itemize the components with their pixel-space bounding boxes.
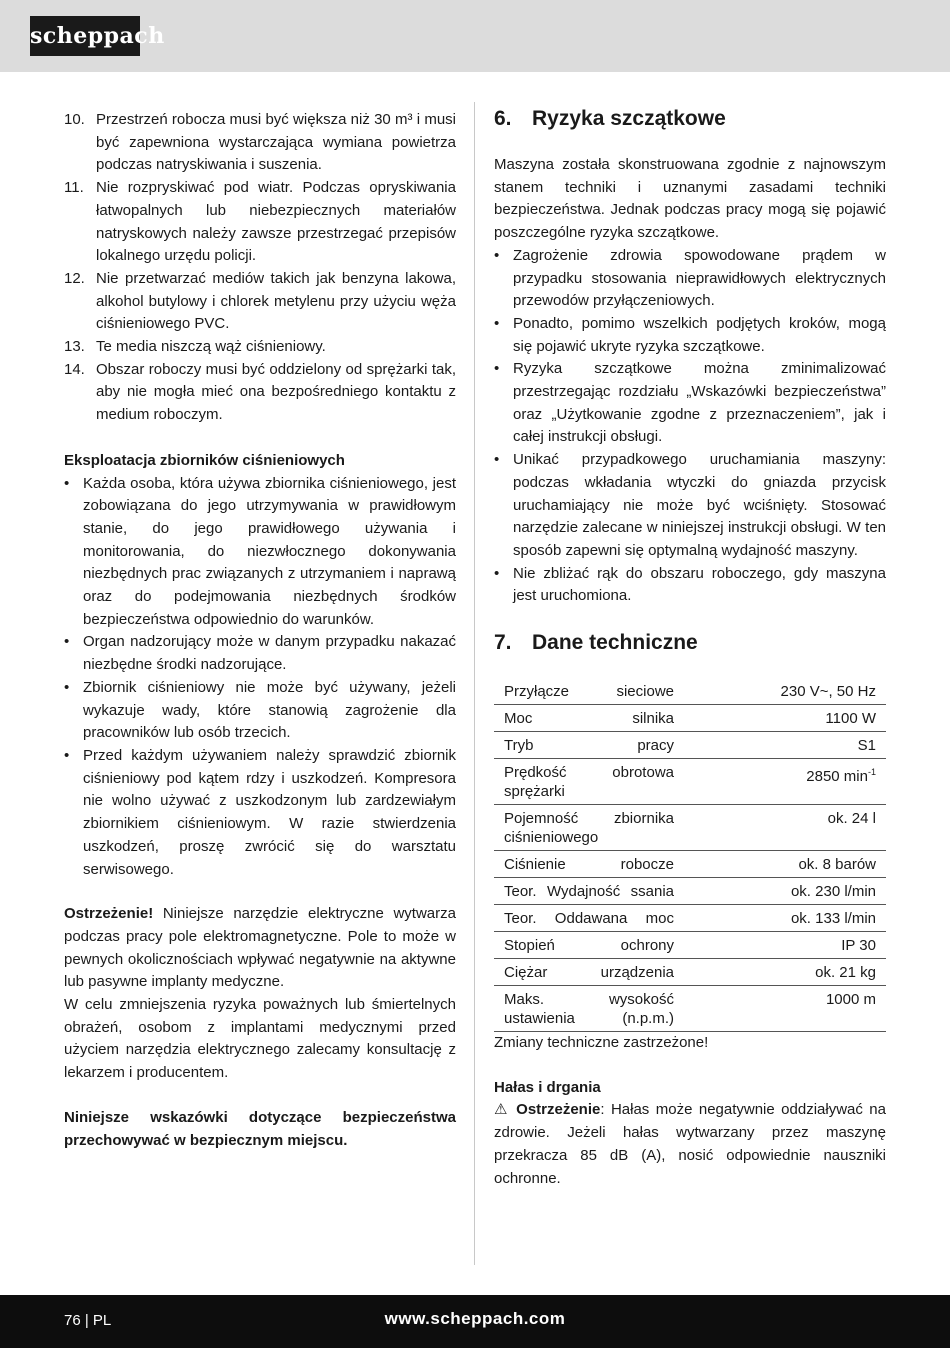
bullet-icon: • (64, 678, 70, 696)
section-title: Ryzyka szczątkowe (532, 107, 726, 130)
bullet-icon: • (494, 246, 500, 264)
implant-warning-paragraph: W celu zmniejszenia ryzyka poważnych lub śmiertelnych obrażeń, osobom z implantami medycznymi przed użyciem narzędzia elektrycznego zalecamy konsultację z lekarzem i producentem. (64, 996, 456, 1082)
spec-value-text: ok. 21 kg (815, 964, 876, 982)
spec-label: Teor. Oddawana moc (494, 905, 684, 932)
keep-instructions-note: Niniejsze wskazówki dotyczące bezpieczeństwa przechowywać w bezpiecznym miejscu. (64, 1108, 456, 1149)
list-item (494, 245, 886, 313)
item-number: 10. (64, 111, 85, 128)
scheppach-logo: scheppach (30, 16, 140, 56)
spec-value-text: 230 V~, 50 Hz (780, 683, 876, 701)
bullet-icon: • (494, 314, 500, 332)
list-item-text: Organ nadzorujący może w danym przypadku nakazać niezbędne środki nadzorujące. (83, 633, 456, 674)
spec-label: Stopień ochrony (494, 932, 684, 959)
item-number: 13. (64, 338, 85, 356)
spec-value (684, 805, 886, 851)
item-number: 12. (64, 269, 85, 287)
item-text: Obszar roboczy musi być oddzielony od sprężarki tak, aby nie mogła mieć ona bezpośredniego kontaktu z medium roboczym. (96, 360, 456, 424)
residual-risks-intro: Maszyna została skonstruowana zgodnie z najnowszym stanem techniki i uznanymi zasadami techniki bezpieczeństwa. Jednak podczas pracy mogą się pojawić poszczególne ryzyka szczątkowe. (494, 156, 886, 242)
list-item (64, 631, 456, 676)
spec-label: Moc silnika (494, 705, 684, 732)
residual-risks-heading (494, 104, 886, 134)
spec-value-text: ok. 24 l (827, 810, 876, 828)
spec-value (684, 986, 886, 1032)
table-row (494, 805, 886, 851)
warning-label: Ostrzeżenie! (64, 905, 154, 923)
numbered-item (64, 336, 456, 359)
numbered-item (64, 268, 456, 336)
table-row (494, 986, 886, 1032)
spec-value (684, 678, 886, 705)
table-row (494, 732, 886, 759)
warning-text: Niniejsze narzędzie elektryczne wytwarza podczas pracy pole elektromagnetyczne. Pole to może w pewnych okolicznościach wpływać negatywnie na aktywne lub pasywne implanty medyczne. (64, 905, 456, 991)
spec-value (684, 959, 886, 986)
list-item (494, 313, 886, 358)
bullet-icon: • (64, 633, 70, 651)
list-item-text: Ponadto, pomimo wszelkich podjętych kroków, mogą się pojawić ukryte ryzyka szczątkowe. (513, 314, 886, 355)
spec-value (684, 905, 886, 932)
spec-value (684, 759, 886, 805)
numbered-safety-list (64, 109, 456, 427)
spec-value-text: ok. 230 l/min (790, 883, 876, 901)
list-item-text: Przed każdym używaniem należy sprawdzić zbiornik ciśnieniowy pod kątem rdzy i uszkodzeń. Kompresora nie wolno używać z uszkodzonym lub zardzewiałym zbiornikiem ciśnieniowym. W razie stwierdzenia uszkodzeń, proszę zwrócić się do warsztatu serwisowego. (83, 746, 456, 878)
technical-data-table (494, 678, 886, 1032)
left-column (64, 109, 456, 1152)
numbered-item (64, 109, 456, 177)
table-row (494, 678, 886, 705)
list-item-text: Każda osoba, która używa zbiornika ciśnieniowego, jest zobowiązana do jego utrzymywania w prawidłowym stanie, do jego prawidłowego używania i monitorowania, do niezwłocznego dokonywania niezbędnych prac związanych z utrzymaniem i naprawą oraz do podejmowania niezbędnych środków bezpieczeństwa odpowiednio do warunków. (83, 474, 456, 628)
list-item-text: Zbiornik ciśnieniowy nie może być używany, jeżeli wykazuje wady, które stanowią zagrożenie dla pracowników lub osób trzecich. (83, 678, 456, 742)
spec-label: Teor. Wydajność ssania (494, 878, 684, 905)
noise-warning-paragraph (494, 1099, 886, 1190)
section-title: Dane techniczne (532, 631, 698, 655)
residual-risks-bullets (494, 245, 886, 608)
bullet-icon: • (494, 564, 500, 582)
page-number: 76 | PL (64, 1312, 112, 1329)
item-text: Nie przetwarzać mediów takich jak benzyna lakowa, alkohol butylowy i chlorek metylenu przy użyciu węża ciśnieniowego PVC. (96, 269, 456, 333)
spec-label: Przyłącze sieciowe (494, 678, 684, 705)
list-item (494, 449, 886, 563)
spec-value-text: ok. 8 barów (798, 856, 876, 874)
bullet-icon: • (64, 474, 70, 492)
technical-changes-note: Zmiany techniczne zastrzeżone! (494, 1034, 709, 1052)
spec-value-exponent: -1 (867, 767, 876, 778)
list-item-text: Nie zbliżać rąk do obszaru roboczego, gdy maszyna jest uruchomiona. (513, 564, 886, 605)
spec-value-text: ok. 133 l/min (790, 910, 876, 928)
spec-label: Tryb pracy (494, 732, 684, 759)
spec-label: Ciśnienie robocze (494, 851, 684, 878)
pressure-vessel-bullets (64, 473, 456, 882)
technical-data-heading (494, 628, 886, 658)
table-row (494, 959, 886, 986)
spec-value-text: 1000 m (825, 991, 876, 1009)
list-item-text: Zagrożenie zdrowia spowodowane prądem w przypadku stosowania nieprawidłowych elektrycznych przewodów przyłączeniowych. (513, 246, 886, 310)
spec-value (684, 851, 886, 878)
noise-warning-text: : Hałas może negatywnie oddziaływać na zdrowie. Jeżeli hałas wytwarzany przez maszynę przekracza 85 dB (A), nosić odpowiednie nauszniki ochronne. (494, 1101, 886, 1187)
list-item (64, 473, 456, 632)
spec-value (684, 705, 886, 732)
pressure-vessel-heading: Eksploatacja zbiorników ciśnieniowych (64, 451, 345, 469)
page-header (0, 0, 950, 72)
noise-warning-label: Ostrzeżenie (516, 1101, 601, 1119)
item-text: Te media niszczą wąż ciśnieniowy. (96, 338, 326, 356)
bullet-icon: • (494, 360, 500, 378)
item-text: Przestrzeń robocza musi być większa niż 30 m³ i musi być zapewniona wystarczająca wymiana powietrza podczas natryskiwania i suszenia. (96, 111, 456, 174)
table-row (494, 878, 886, 905)
item-number: 14. (64, 360, 85, 378)
warning-triangle-icon: ⚠ (494, 1101, 510, 1119)
spec-label: Ciężar urządzenia (494, 959, 684, 986)
column-divider (474, 102, 475, 1265)
section-number: 7. (494, 631, 512, 655)
right-column (494, 104, 886, 1190)
spec-value (684, 878, 886, 905)
bullet-icon: • (494, 451, 500, 469)
list-item (64, 677, 456, 745)
table-row (494, 851, 886, 878)
spec-value-text: 2850 min (806, 768, 868, 786)
spec-label: Prędkość obrotowa sprężarki (494, 759, 684, 805)
table-row (494, 705, 886, 732)
numbered-item (64, 177, 456, 268)
list-item-text: Unikać przypadkowego uruchamiania maszyny: podczas wkładania wtyczki do gniazda przycisk uruchamiający nie może być wciśnięty. Stosować narzędzie zalecane w niniejszej instrukcji obsługi. W ten sposób zapewni się optymalną wydajność maszyny. (513, 451, 886, 559)
noise-heading: Hałas i drgania (494, 1078, 601, 1096)
list-item (494, 563, 886, 608)
spec-value (684, 732, 886, 759)
item-text: Nie rozpryskiwać pod wiatr. Podczas opryskiwania łatwopalnych lub niebezpiecznych materiałów natryskowych należy zawsze przestrzegać przepisów lokalnego urzędu policji. (96, 179, 456, 265)
page-footer (0, 1295, 950, 1348)
spec-label: Maks. wysokość ustawienia (n.p.m.) (494, 986, 684, 1032)
spec-value-text: 1100 W (825, 710, 876, 728)
numbered-item (64, 359, 456, 427)
table-row (494, 905, 886, 932)
spec-value-text: IP 30 (841, 937, 876, 955)
list-item (64, 745, 456, 881)
spec-value-text: S1 (857, 737, 876, 755)
item-number: 11. (64, 179, 84, 197)
emf-warning-paragraph (64, 903, 456, 994)
table-row (494, 932, 886, 959)
section-number: 6. (494, 107, 512, 130)
list-item-text: Ryzyka szczątkowe można zminimalizować przestrzegając rozdziału „Wskazówki bezpieczeństwa” oraz „Użytkowanie zgodne z przeznaczeniem”, jak i całej instrukcji obsługi. (513, 360, 886, 446)
table-row (494, 759, 886, 805)
spec-label: Pojemność zbiornika ciśnieniowego (494, 805, 684, 851)
list-item (494, 358, 886, 449)
spec-value (684, 932, 886, 959)
bullet-icon: • (64, 746, 70, 764)
website-link[interactable]: www.scheppach.com (384, 1309, 566, 1328)
